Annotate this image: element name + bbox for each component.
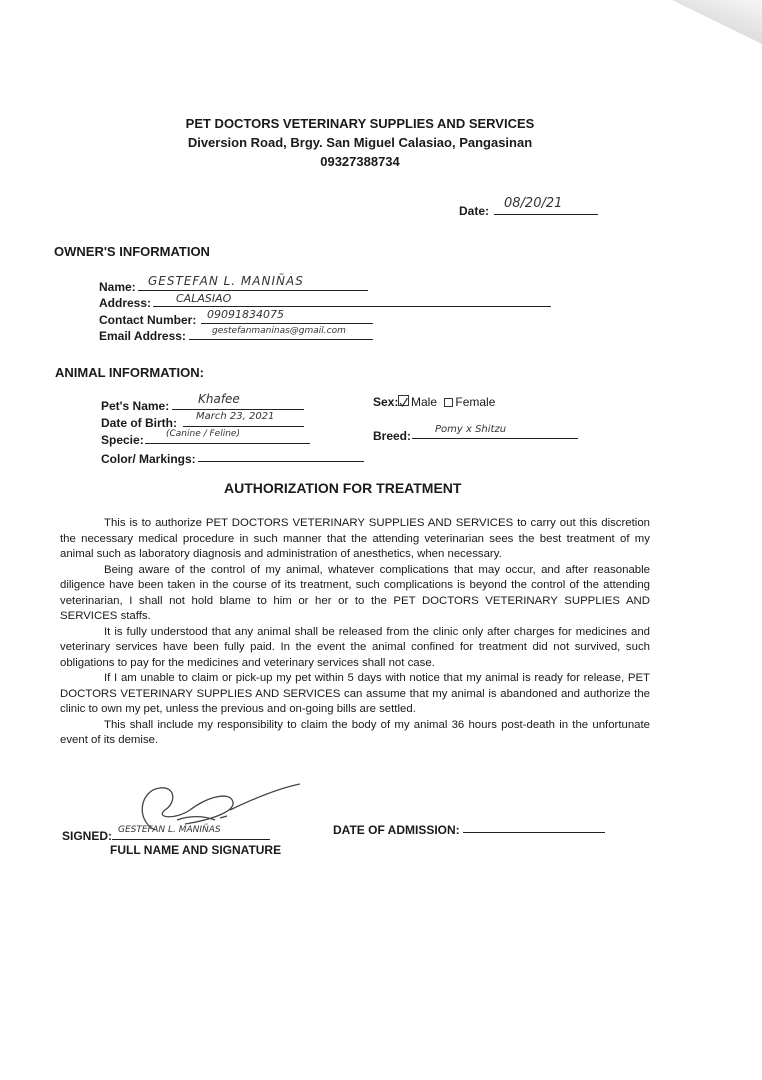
color-markings-line [198, 461, 364, 462]
breed-line [412, 438, 578, 439]
signature-caption: FULL NAME AND SIGNATURE [110, 843, 282, 857]
owner-address-line [153, 306, 551, 307]
clinic-phone: 09327388734 [320, 154, 400, 169]
breed-label: Breed: [373, 429, 412, 443]
authorization-paragraph-2: Being aware of the control of my animal, whatever complications that may occur, and after reasonable diligence have been taken in the course of its treatment, such complications is beyond the control of the attending veterinarian, I shall not hold blame to him or her or to the PET DOCTORS VETERINARY SUPPLIES AND SERVICES staffs. [60, 563, 650, 622]
sex-options [398, 395, 495, 409]
contact-number-label: Contact Number: [99, 313, 197, 327]
signed-line [112, 839, 270, 840]
pet-name-label: Pet's Name: [101, 399, 170, 413]
owner-name-label: Name: [99, 280, 136, 294]
animal-heading: ANIMAL INFORMATION: [55, 365, 204, 380]
email-label: Email Address: [99, 329, 186, 343]
specie-line [145, 443, 310, 444]
dob-value: March 23, 2021 [196, 411, 275, 422]
signed-label: SIGNED: [62, 829, 113, 843]
page-corner-fold [672, 0, 762, 44]
owner-address-label: Address: [99, 296, 152, 310]
pet-name-line [172, 409, 304, 410]
email-value: gestefanmaninas@gmail.com [212, 326, 346, 336]
admission-date-label: DATE OF ADMISSION: [333, 823, 460, 837]
authorization-paragraph-3: It is fully understood that any animal shall be released from the clinic only after charges for medicines and veterinary services have been fully paid. In the event the animal confined for treatment did not survived, such obligations to pay for the medicines and veterinary services shall not case. [60, 625, 650, 669]
admission-date-line [463, 832, 605, 833]
specie-label: Specie: [101, 433, 144, 447]
owner-address-value: CALASIAO [176, 292, 232, 305]
owner-heading: OWNER'S INFORMATION [54, 244, 210, 259]
female-option-label: Female [455, 395, 496, 409]
specie-value: (Canine / Feline) [166, 429, 240, 439]
female-checkbox[interactable] [444, 398, 453, 407]
date-value: 08/20/21 [504, 196, 563, 211]
contact-number-line [201, 323, 373, 324]
check-mark-icon [399, 398, 408, 407]
authorization-paragraph-4: If I am unable to claim or pick-up my pet within 5 days with notice that my animal is ready for release, PET DOCTORS VETERINARY SUPPLIES AND SERVICES can assume that my animal is abandoned and authorize the clinic to own my pet, unless the previous and on-going bills are settled. [60, 672, 650, 715]
owner-name-line [138, 290, 368, 291]
clinic-address: Diversion Road, Brgy. San Miguel Calasiao, Pangasinan [187, 135, 533, 150]
color-markings-label: Color/ Markings: [101, 452, 196, 466]
contact-number-value: 09091834075 [207, 308, 284, 321]
date-line [494, 214, 598, 215]
authorization-paragraph-1: This is to authorize PET DOCTORS VETERINARY SUPPLIES AND SERVICES to carry out this discretion the necessary medical procedure in such manner that the attending veterinarian sees the best treatment of my animal such as laboratory diagnosis and administration of anesthetics, when necessary. [60, 517, 650, 560]
authorization-body [60, 516, 650, 749]
male-checkbox[interactable] [398, 395, 409, 406]
signed-name-value: GESTEFAN L. MANIÑAS [118, 825, 221, 835]
pet-name-value: Khafee [198, 392, 240, 406]
breed-value: Pomy x Shitzu [435, 424, 507, 435]
email-line [189, 339, 373, 340]
owner-name-value: GESTEFAN L. MANIÑAS [148, 274, 304, 288]
dob-line [183, 426, 304, 427]
authorization-paragraph-5: This shall include my responsibility to claim the body of my animal 36 hours post-death in the unfortunate event of its demise. [60, 718, 650, 746]
dob-label: Date of Birth: [101, 416, 177, 430]
authorization-title: AUTHORIZATION FOR TREATMENT [224, 480, 462, 496]
clinic-name: PET DOCTORS VETERINARY SUPPLIES AND SERVICES [185, 116, 535, 131]
male-option-label: Male [411, 395, 438, 409]
date-label: Date: [459, 204, 490, 218]
sex-label: Sex: [373, 395, 399, 409]
